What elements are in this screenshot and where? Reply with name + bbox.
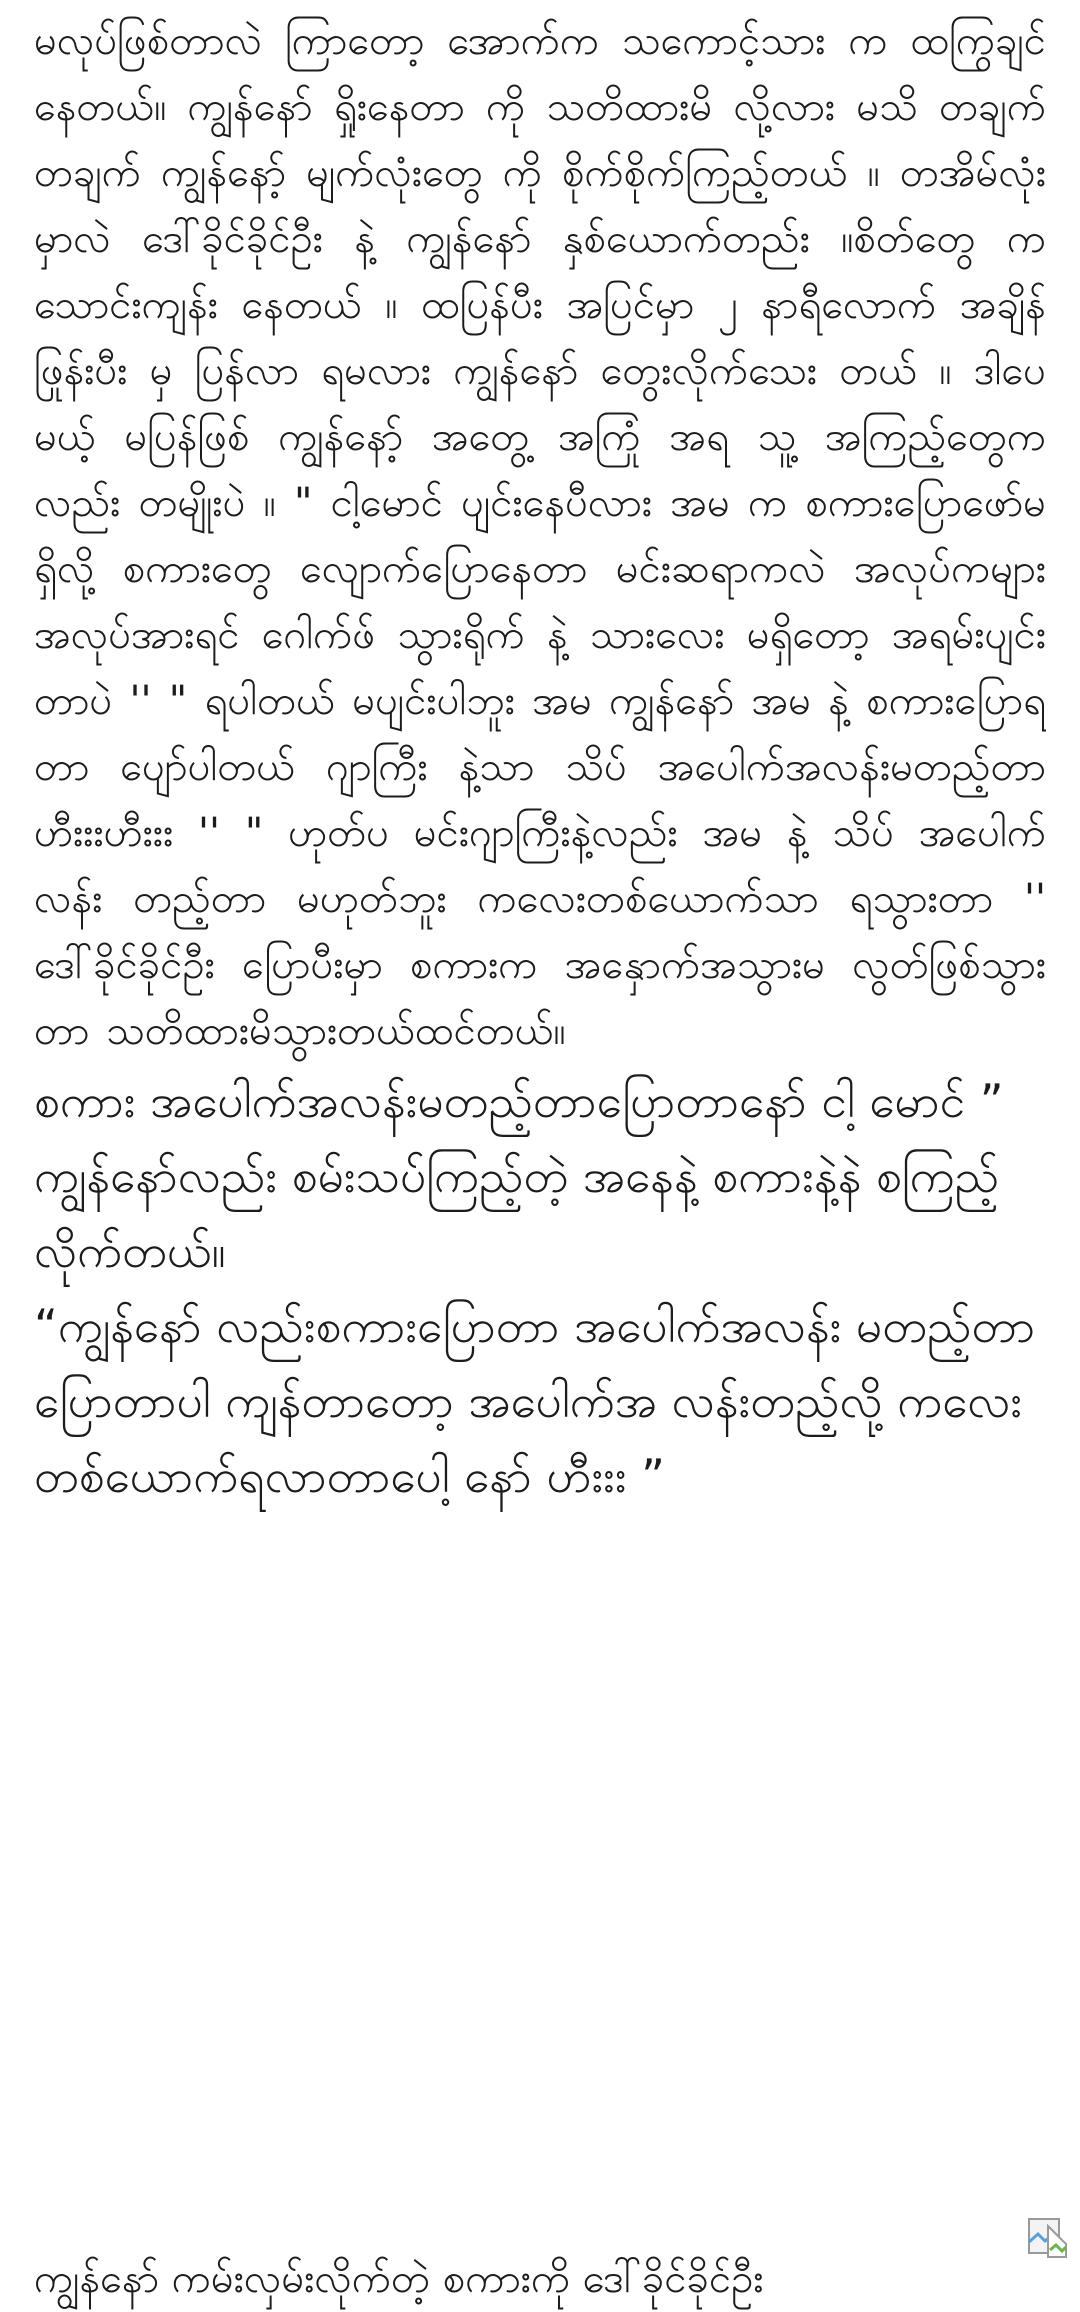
article-paragraph-block xyxy=(34,8,1046,1064)
article-paragraph: စကား အပေါက်အလန်းမတည့်တာပြောတာနော် ငါ့ မောင် ” xyxy=(34,1074,1004,1128)
broken-image-icon[interactable] xyxy=(1026,2216,1070,2260)
article-paragraph: “ကျွန်နော် လည်းစကားပြောတာ အပေါက်အလန်း မတည့်တာ ပြောတာပါ ကျန်တာတော့ အပေါက်အ လန်းတည့်လို့ ကလေးတစ်ယောက်ရလာတာပေါ့ နော် ဟီးးး ” xyxy=(34,1299,1036,1503)
article-cut-off-line: ကျွန်နော် ကမ်းလှမ်းလိုက်တဲ့ စကားကို ဒေါ်ခိုင်ခိုင်ဦး xyxy=(34,2256,764,2302)
article-paragraph: ကျွန်နော်လည်း စမ်းသပ်ကြည့်တဲ့ အနေနဲ့ စကားနဲ့နဲ စကြည့်လိုက်တယ်။ xyxy=(34,1149,1000,1278)
article-paragraph: မလုပ်ဖြစ်တာလဲ ကြာတော့ အောက်က သကောင့်သား က ထကြွချင်နေတယ်။ ကျွန်နော် ရှိုးနေတာ ကို သတိထားမိ လို့လား မသိ တချက်တချက် ကျွန်နော့် မျက်လုံးတွေ ကို စိုက်စိုက်ကြည့်တယ် ။ တအိမ်လုံးမှာလဲ ဒေါ်ခိုင်ခိုင်ဦး နဲ့ ကျွန်နော် နှစ်ယောက်တည်း ။စိတ်တွေ က သောင်းကျန်း နေတယ် ။ ထပြန်ပီး အပြင်မှာ ၂ နာရီလောက် အချိန် ဖြုန်းပီး မှ ပြန်လာ ရမလား ကျွန်နော် တွေးလိုက်သေး တယ် ။ ဒါပေမယ့် မပြန်ဖြစ် ကျွန်နော့် အတွေ့ အကြုံ အရ သူ့ အကြည့်တွေကလည်း တမျိုးပဲ ။ " ငါ့မောင် ပျင်းနေပီလား အမ က စကားပြောဖော်မရှိလို့ စကားတွေ လျောက်ပြောနေတာ မင်းဆရာကလဲ အလုပ်ကများ အလုပ်အားရင် ဂေါက်ဖ် သွားရိုက် နဲ့ သားလေး မရှိတော့ အရမ်းပျင်းတာပဲ '' " ရပါတယ် မပျင်းပါဘူး အမ ကျွန်နော် အမ နဲ့ စကားပြောရတာ ပျော်ပါတယ် ဂျာကြီး နဲ့သာ သိပ် အပေါက်အလန်းမတည့်တာ ဟီးးးဟီးးး '' " ဟုတ်ပ မင်းဂျာကြီးနဲ့လည်း အမ နဲ့ သိပ် အပေါက်လန်း တည့်တာ မဟုတ်ဘူး ကလေးတစ်ယောက်သာ ရသွားတာ '' ဒေါ်ခိုင်ခိုင်ဦး ပြောပီးမှာ စကားက အနှောက်အသွားမ လွတ်ဖြစ်သွားတာ သတိထားမိသွားတယ်ထင်တယ်။ xyxy=(34,18,1046,1054)
article-dialogue-block xyxy=(34,1064,1046,1514)
article-body xyxy=(34,0,1046,2282)
